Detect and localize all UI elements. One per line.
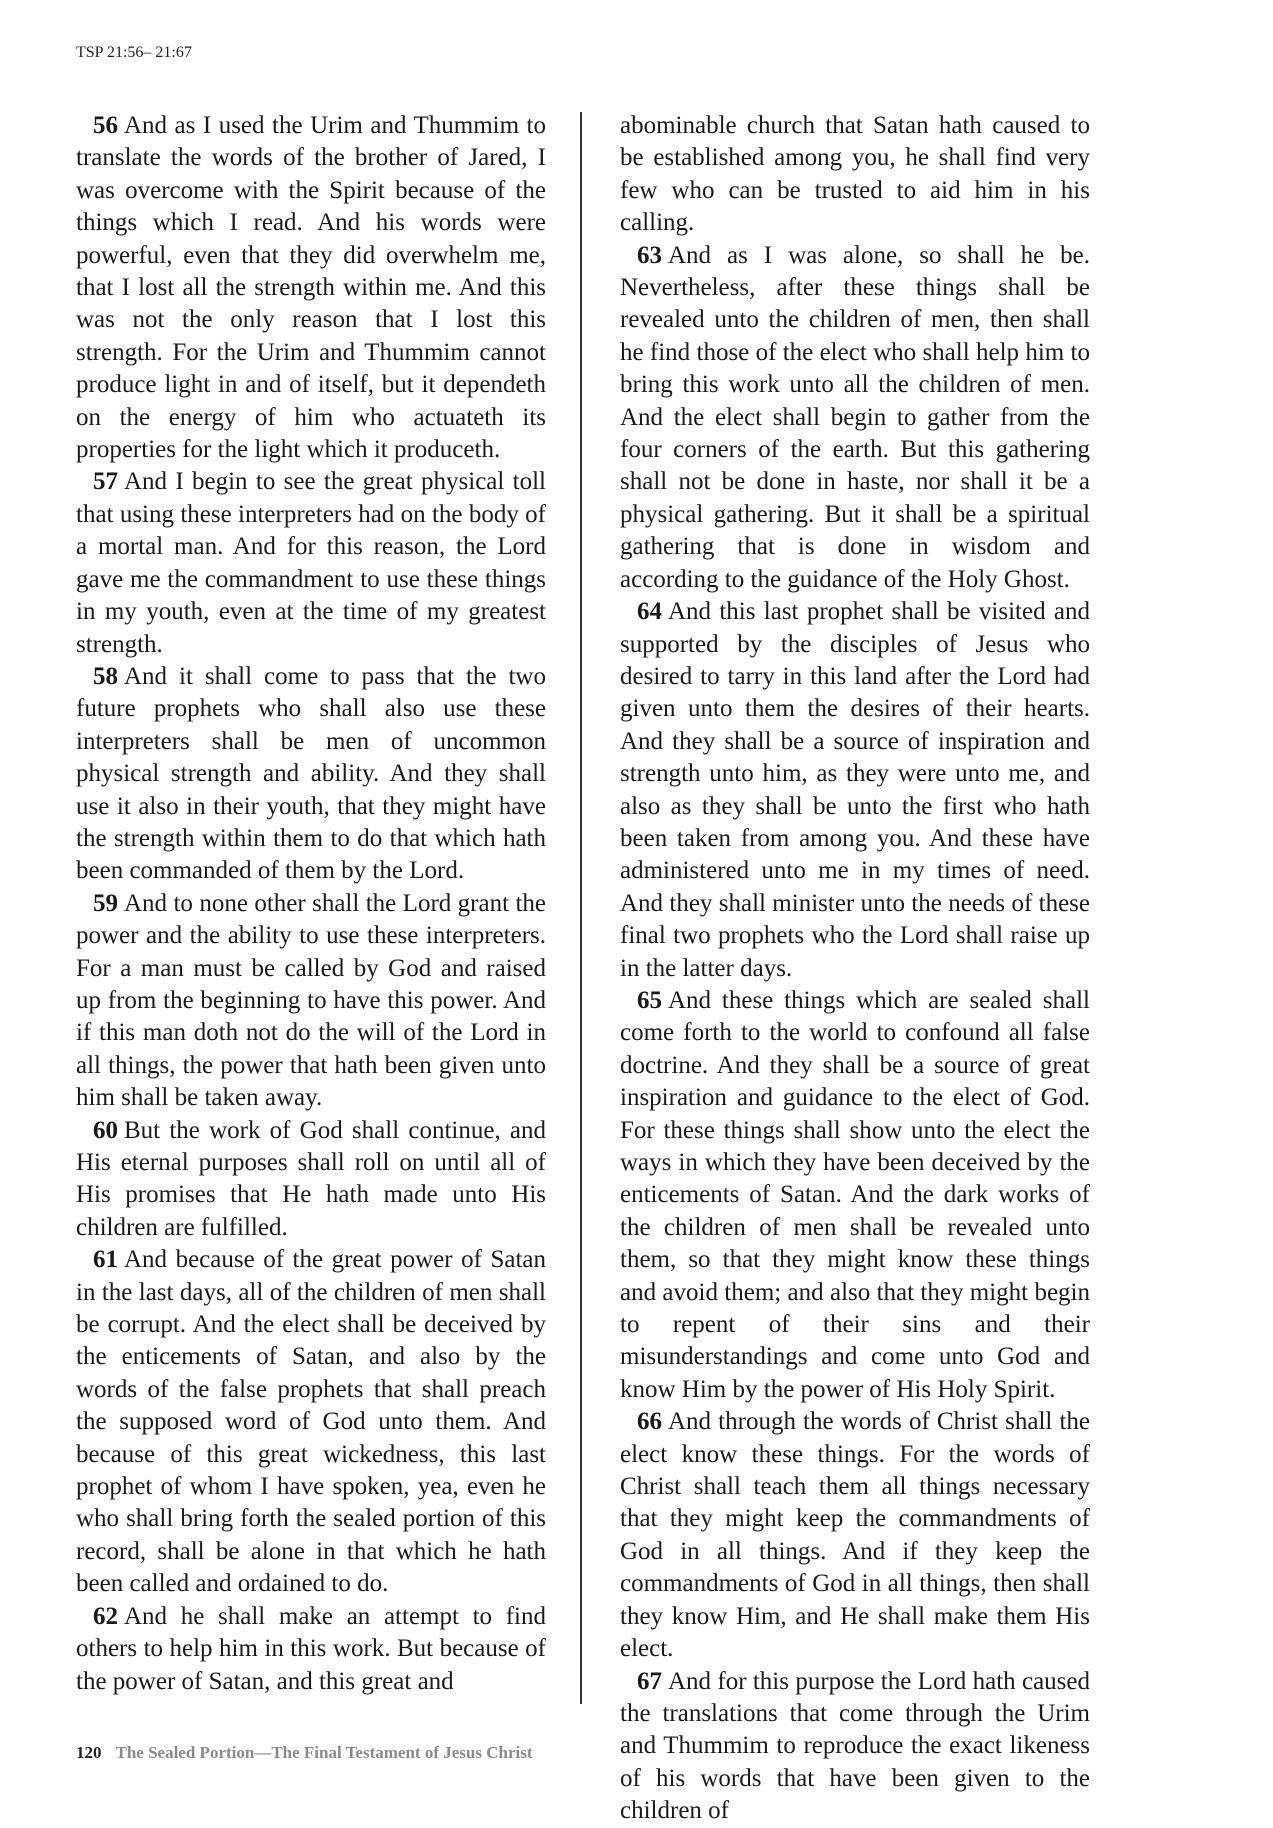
- verse-number: 61: [93, 1246, 118, 1274]
- verse-text: And as I was alone, so shall he be. Nevertheless, after these things shall be revealed unto the children of men, then shall he find those of the elect who shall help him to bring this work unto all the children of men. And the elect shall begin to gather from the four corners of the earth. But this gathering shall not be done in haste, nor shall it be a physical gathering. But it shall be a spiritual gathering that is done in wisdom and according to the guidance of the Holy Ghost.: [620, 241, 1090, 593]
- verse-text: But the work of God shall continue, and His eternal purposes shall roll on until all of His promises that He hath made unto His children are fulfilled.: [76, 1116, 546, 1241]
- verse-number: 59: [93, 889, 118, 917]
- page-footer: [76, 1743, 533, 1763]
- verse-62: [76, 1601, 546, 1698]
- verse-60: [76, 1115, 546, 1245]
- verse-63: [620, 240, 1090, 596]
- verse-58: [76, 661, 546, 888]
- verse-62-continuation: abominable church that Satan hath caused to be established among you, he shall find very few who can be trusted to aid him in his calling.: [620, 112, 1090, 237]
- verse-text: And to none other shall the Lord grant the power and the ability to use these interpreters. For a man must be called by God and raised up from the beginning to have this power. And if this man doth not do the will of the Lord in all things, the power that hath been given unto him shall be taken away.: [76, 889, 546, 1112]
- verse-number: 65: [637, 986, 662, 1014]
- verse-number: 62: [93, 1602, 118, 1630]
- verse-text: And it shall come to pass that the two future prophets who shall also use these interpreters shall be men of uncommon physical strength and ability. And they shall use it also in their youth, that they might have the strength within them to do that which hath been commanded of them by the Lord.: [76, 662, 546, 885]
- verse-number: 64: [637, 598, 662, 626]
- verse-text: And he shall make an attempt to find others to help him in this work. But because of the power of Satan, and this great and: [76, 1602, 546, 1695]
- verse-number: 60: [93, 1116, 118, 1144]
- verse-57: [76, 466, 546, 660]
- verse-number: 57: [93, 468, 118, 496]
- verse-text: And this last prophet shall be visited and supported by the disciples of Jesus who desired to tarry in this land after the Lord had given unto them the desires of their hearts. And they shall be a source of inspiration and strength unto him, as they were unto me, and also as they shall be unto the first who hath been taken from among you. And these have administered unto me in my times of need. And they shall minister unto the needs of these final two prophets who the Lord shall raise up in the latter days.: [620, 598, 1090, 982]
- verse-64: [620, 596, 1090, 985]
- verse-66: [620, 1406, 1090, 1665]
- verse-number: 56: [93, 112, 118, 139]
- right-column: [620, 110, 1090, 1828]
- verse-59: [76, 888, 546, 1115]
- running-head: TSP 21:56– 21:67: [76, 44, 192, 61]
- page-number: 120: [76, 1743, 102, 1762]
- verse-61: [76, 1244, 546, 1600]
- verse-text: And these things which are sealed shall come forth to the world to confound all false doctrine. And they shall be a source of great inspiration and guidance to the elect of God. For these things shall show unto the elect the ways in which they have been deceived by the enticements of Satan. And the dark works of the children of men shall be revealed unto them, so that they might know these things and avoid them; and also that they might begin to repent of their sins and their misunderstandings and come unto God and know Him by the power of His Holy Spirit.: [620, 986, 1090, 1403]
- verse-number: 58: [93, 662, 118, 690]
- left-column: [76, 110, 546, 1698]
- verse-text: And I begin to see the great physical toll that using these interpreters had on the body of a mortal man. And for this reason, the Lord gave me the commandment to use these things in my youth, even at the time of my greatest strength.: [76, 468, 546, 658]
- verse-number: 66: [637, 1408, 662, 1436]
- column-divider: [580, 112, 582, 1704]
- book-title: The Sealed Portion—The Final Testament of Jesus Christ: [115, 1743, 533, 1762]
- verse-text: And as I used the Urim and Thummim to translate the words of the brother of Jared, I was overcome with the Spirit because of the things which I read. And his words were powerful, even that they did overwhelm me, that I lost all the strength within me. And this was not the only reason that I lost this strength. For the Urim and Thummim cannot produce light in and of itself, but it dependeth on the energy of him who actuateth its properties for the light which it produceth.: [76, 112, 546, 464]
- verse-67: [620, 1666, 1090, 1828]
- verse-56: [76, 110, 546, 466]
- verse-number: 63: [637, 241, 662, 269]
- verse-text: And through the words of Christ shall the elect know these things. For the words of Christ shall teach them all things necessary that they might keep the commandments of God in all things. And if they keep the commandments of God in all things, then shall they know Him, and He shall make them His elect.: [620, 1408, 1090, 1663]
- verse-text: And for this purpose the Lord hath caused the translations that come through the Urim and Thummim to reproduce the exact likeness of his words that have been given to the children of: [620, 1667, 1090, 1825]
- verse-text: And because of the great power of Satan in the last days, all of the children of men shall be corrupt. And the elect shall be deceived by the enticements of Satan, and also by the words of the false prophets that shall preach the supposed word of God unto them. And because of this great wickedness, this last prophet of whom I have spoken, yea, even he who shall bring forth the sealed portion of this record, shall be alone in that which he hath been called and ordained to do.: [76, 1246, 546, 1598]
- verse-65: [620, 985, 1090, 1406]
- verse-number: 67: [637, 1667, 662, 1695]
